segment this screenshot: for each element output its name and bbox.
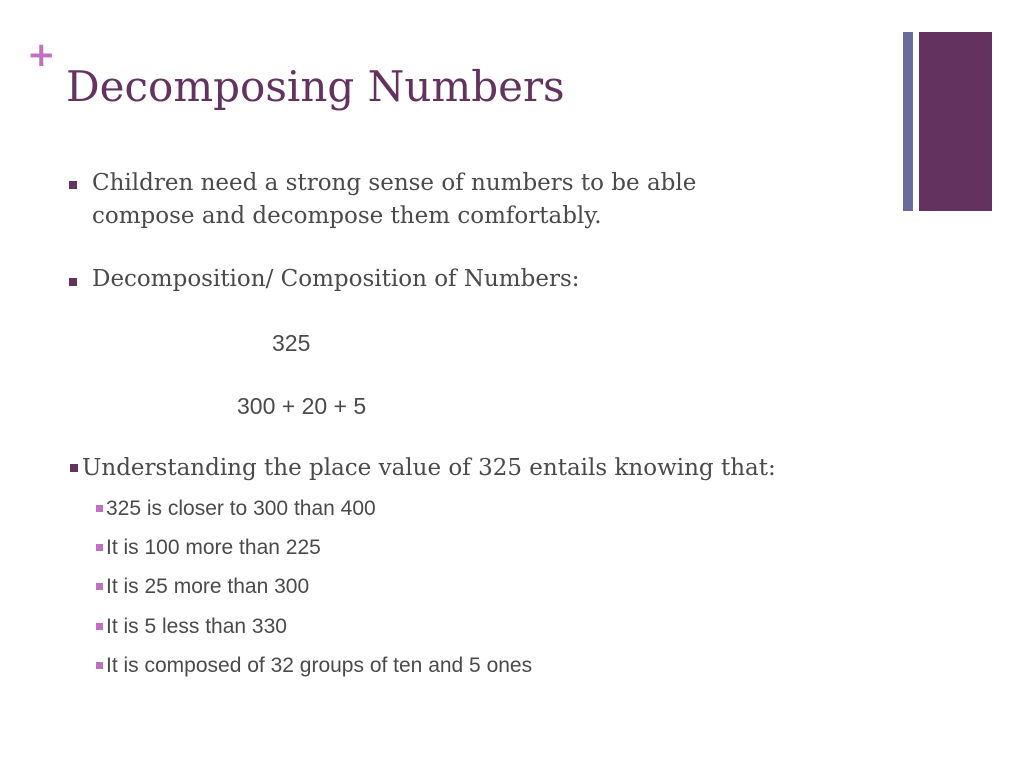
sub-bullet-square-icon — [96, 544, 103, 551]
sub-bullet-item: It is composed of 32 groups of ten and 5 ones — [106, 654, 533, 677]
number-value: 325 — [272, 330, 311, 356]
sub-bullet-item: 325 is closer to 300 than 400 — [106, 497, 376, 520]
understanding-text: Understanding the place value of 325 entails knowing that: — [82, 455, 776, 481]
bullet-line: Decomposition/ Composition of Numbers: — [92, 266, 580, 292]
sub-bullet-square-icon — [96, 505, 103, 512]
slide-title: Decomposing Numbers — [66, 62, 565, 111]
bullet-square-icon — [69, 181, 77, 189]
bullet-item — [92, 167, 696, 233]
bullet-item — [92, 263, 580, 296]
bullet-square-icon — [70, 464, 78, 472]
bullet-square-icon — [69, 278, 77, 286]
sub-bullet-item: It is 25 more than 300 — [106, 575, 310, 598]
bullet-line: Children need a strong sense of numbers to be able — [92, 170, 697, 196]
sub-bullet-square-icon — [96, 623, 103, 630]
decorative-bar-thin — [903, 32, 913, 211]
sub-bullet-item: It is 100 more than 225 — [106, 536, 321, 559]
bullet-line: compose and decompose them comfortably. — [92, 203, 602, 229]
decomposition-value: 300 + 20 + 5 — [237, 393, 367, 419]
sub-bullet-square-icon — [96, 662, 103, 669]
sub-bullet-square-icon — [96, 583, 103, 590]
decorative-bar-thick — [919, 32, 992, 211]
sub-bullet-item: It is 5 less than 330 — [106, 615, 287, 638]
plus-icon: + — [27, 35, 56, 75]
